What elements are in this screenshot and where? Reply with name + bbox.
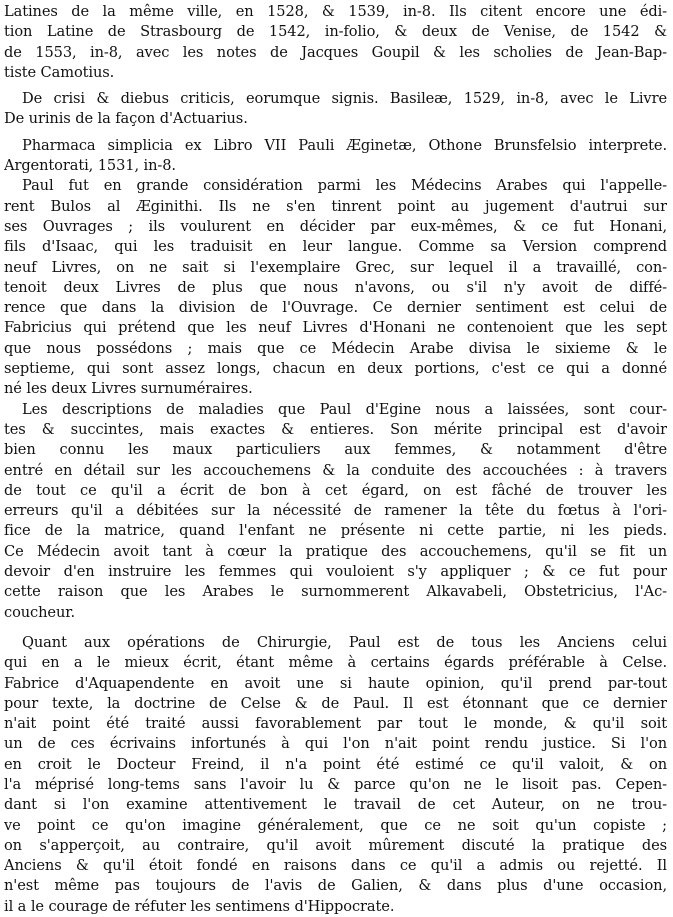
text-line: Pharmaca simplicia ex Libro VII Pauli Æginetæ, Othone Brunsfelsio interprete. — [22, 136, 667, 154]
text-line: tion Latine de Strasbourg de 1542, in-folio, & deux de Venise, de 1542 & — [4, 23, 667, 41]
text-line: n'ait point été traité aussi favorablement par tout le monde, & qu'il soit — [4, 715, 667, 733]
paragraph-pharmaca — [4, 136, 667, 177]
text-line: on s'apperçoit, au contraire, qu'il avoit mûrement discuté la pratique des — [4, 836, 667, 854]
paragraph-descriptions — [4, 400, 667, 623]
text-line: Latines de la même ville, en 1528, & 1539, in-8. Ils citent encore une édi- — [4, 3, 667, 20]
text-line: neuf Livres, on ne sait si l'exemplaire Grec, sur lequel il a travaillé, con- — [4, 258, 667, 276]
text-line: Fabricius qui prétend que les neuf Livres d'Honani ne contenoient que les sept — [4, 319, 667, 337]
text-line: De crisi & diebus criticis, eorumque signis. Basileæ, 1529, in-8, avec le Livre — [22, 90, 667, 108]
text-line: de tout ce qu'il a écrit de bon à cet égard, on est fâché de trouver les — [4, 481, 667, 499]
text-line: entré en détail sur les accouchemens & la conduite des accouchées : à travers — [4, 461, 667, 479]
text-line: devoir d'en instruire les femmes qui vouloient s'y appliquer ; & ce fut pour — [4, 563, 667, 581]
text-line: bien connu les maux particuliers aux femmes, & notamment d'être — [4, 441, 667, 459]
text-line: que nous possédons ; mais que ce Médecin Arabe divisa le sixieme & le — [4, 339, 667, 357]
text-line: il a le courage de réfuter les sentimens d'Hippocrate. — [4, 897, 395, 915]
text-line: de 1553, in-8, avec les notes de Jacques Goupil & les scholies de Jean-Bap- — [4, 43, 667, 61]
paragraph-de-crisi — [4, 89, 667, 130]
text-line: fils d'Isaac, qui les traduisit en leur langue. Comme sa Version comprend — [4, 238, 667, 256]
text-line: coucheur. — [4, 603, 76, 621]
text-line: un de ces écrivains infortunés à qui l'on n'ait point rendu justice. Si l'on — [4, 735, 667, 753]
text-line: pour texte, la doctrine de Celse & de Paul. Il est étonnant que ce dernier — [4, 694, 667, 712]
paragraph-paul-consideration — [4, 176, 667, 399]
text-line: Argentorati, 1531, in-8. — [4, 157, 176, 175]
text-line: n'est même pas toujours de l'avis de Galien, & dans plus d'une occasion, — [4, 877, 667, 895]
text-line: cette raison que les Arabes le surnommerent Alkavabeli, Obstetricius, l'Ac- — [4, 583, 667, 601]
text-line: Paul fut en grande considération parmi les Médecins Arabes qui l'appelle- — [22, 177, 667, 195]
text-line: l'a méprisé long-tems sans l'avoir lu & parce qu'on ne le lisoit pas. Cepen- — [4, 775, 667, 793]
text-line: Les descriptions de maladies que Paul d'Egine nous a laissées, sont cour- — [22, 400, 667, 418]
text-line: dant si l'on examine attentivement le travail de cet Auteur, on ne trou- — [4, 796, 667, 814]
paragraph-chirurgie — [4, 633, 667, 917]
text-line: tes & succintes, mais exactes & entieres. Son mérite principal est d'avoir — [4, 420, 667, 438]
text-line: septieme, qui sont assez longs, chacun en deux portions, c'est ce qui a donné — [4, 360, 667, 378]
text-line: tiste Camotius. — [4, 63, 115, 81]
text-line: rent Bulos al Æginithi. Ils ne s'en tinrent point au jugement d'autrui sur — [4, 197, 667, 215]
text-line: fice de la matrice, quand l'enfant ne présente ni cette partie, ni les pieds. — [4, 522, 667, 540]
text-line: Fabrice d'Aquapendente en avoit une si haute opinion, qu'il prend par-tout — [4, 674, 667, 692]
text-line: tenoit deux Livres de plus que nous n'avons, ou s'il n'y avoit de diffé- — [4, 278, 667, 296]
text-line: Anciens & qu'il étoit fondé en raisons dans ce qu'il a admis ou rejetté. Il — [4, 857, 667, 875]
text-line: erreurs qu'il a débitées sur la nécessité de ramener la tête du fœtus à l'ori- — [4, 502, 667, 520]
text-line: De urinis de la façon d'Actuarius. — [4, 110, 248, 128]
text-line: rence que dans la division de l'Ouvrage. Ce dernier sentiment est celui de — [4, 299, 667, 317]
text-line: qui en a le mieux écrit, étant même à certains égards préférable à Celse. — [4, 654, 667, 672]
text-line: ve point ce qu'on imagine généralement, que ce ne soit qu'un copiste ; — [4, 816, 667, 834]
text-line: Quant aux opérations de Chirurgie, Paul est de tous les Anciens celui — [22, 633, 667, 651]
text-line: en croit le Docteur Freind, il n'a point été estimé ce qu'il valoit, & on — [4, 755, 667, 773]
text-line: ses Ouvrages ; ils voulurent en décider par eux-mêmes, & ce fut Honani, — [4, 217, 667, 235]
text-line: né les deux Livres surnuméraires. — [4, 380, 253, 398]
paragraph-editions — [4, 2, 667, 83]
text-line: Ce Médecin avoit tant à cœur la pratique des accouchemens, qu'il se fit un — [4, 542, 667, 560]
